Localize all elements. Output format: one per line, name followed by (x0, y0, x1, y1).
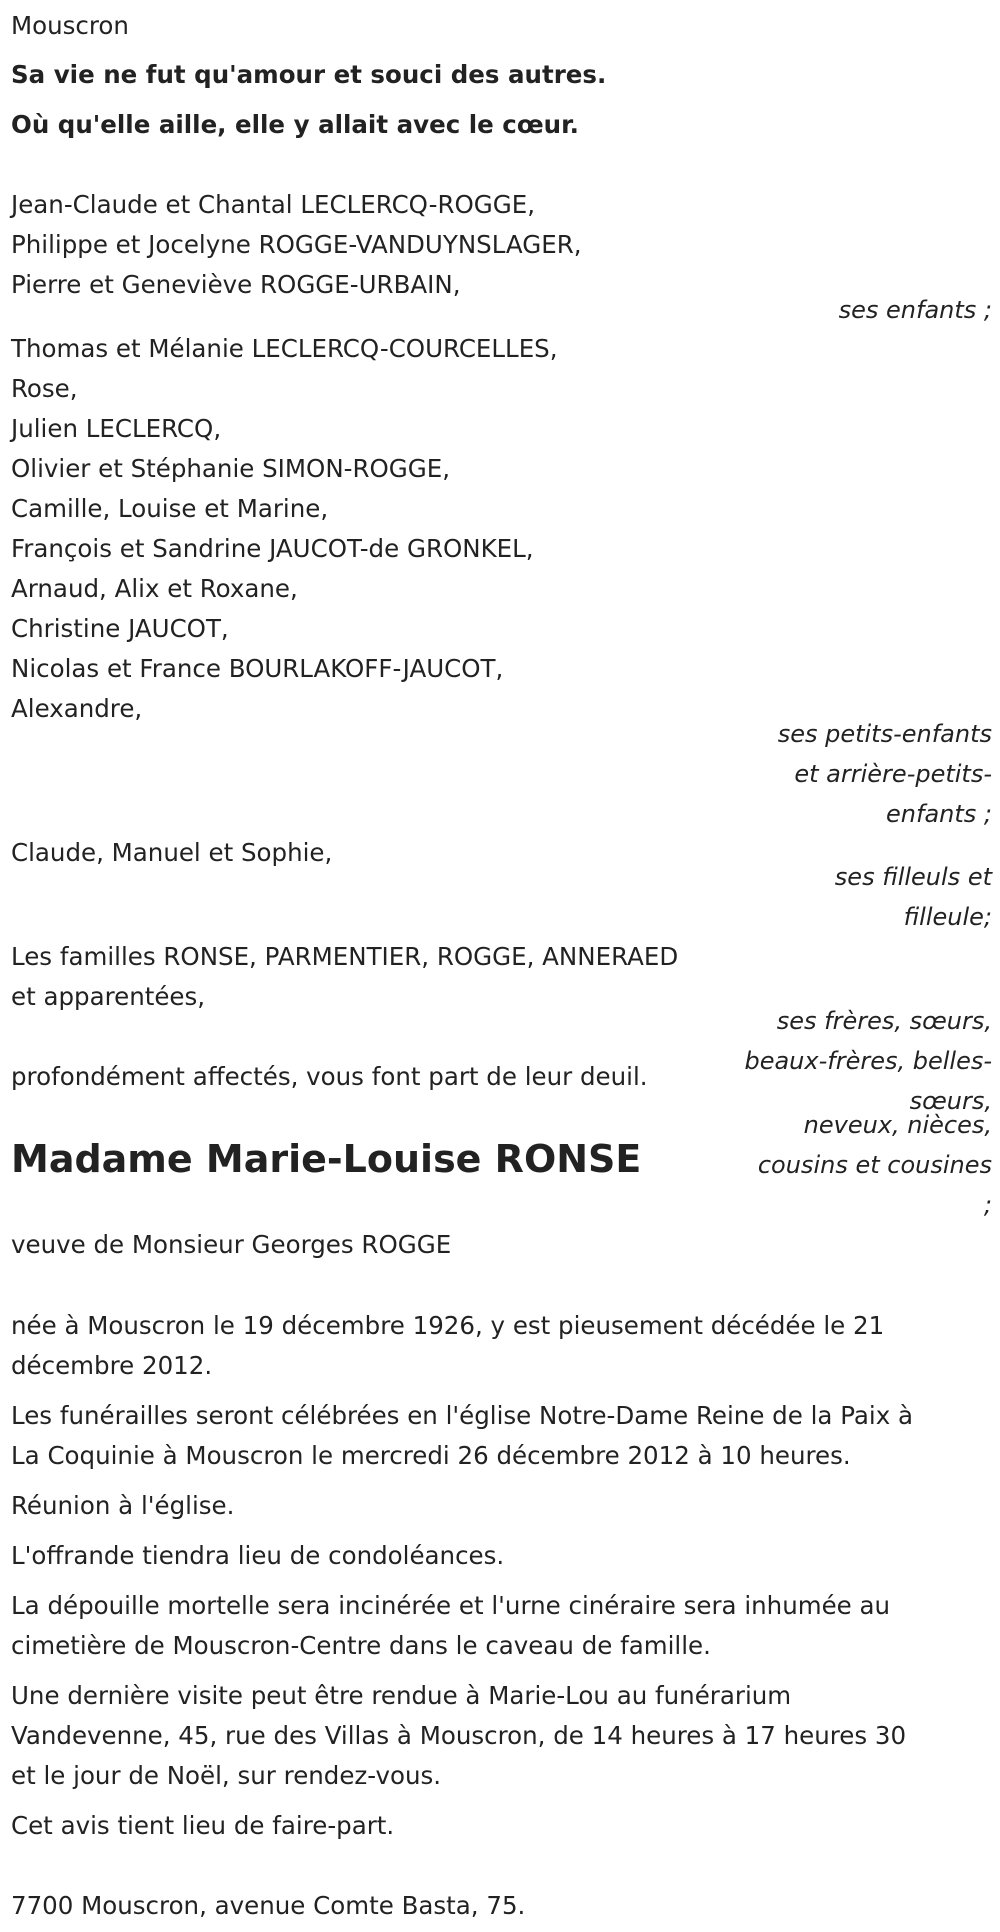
announcement-line: profondément affectés, vous font part de leur deuil. (11, 1062, 648, 1091)
notice-line: Cet avis tient lieu de faire-part. (11, 1811, 395, 1840)
grandchild-name: Camille, Louise et Marine, (11, 494, 329, 523)
role-cousins-line: cousins et cousines (757, 1151, 992, 1179)
grandchild-name: Olivier et Stéphanie SIMON-ROGGE, (11, 454, 451, 483)
grandchild-name: Arnaud, Alix et Roxane, (11, 574, 298, 603)
grandchild-name: Rose, (11, 374, 78, 403)
visit-line: et le jour de Noël, sur rendez-vous. (11, 1761, 442, 1790)
funeral-line: Les funérailles seront célébrées en l'église Notre-Dame Reine de la Paix à (11, 1401, 914, 1430)
offering-line: L'offrande tiendra lieu de condoléances. (11, 1541, 505, 1570)
role-grandchildren-line: enfants ; (886, 800, 992, 828)
burial-line: La dépouille mortelle sera incinérée et l'urne cinéraire sera inhumée au (11, 1591, 891, 1620)
child-name: Philippe et Jocelyne ROGGE-VANDUYNSLAGER, (11, 230, 582, 259)
role-godchildren-line: filleule; (903, 903, 992, 931)
city-heading: Mouscron (11, 11, 129, 40)
grandchild-name: Christine JAUCOT, (11, 614, 229, 643)
burial-line: cimetière de Mouscron-Centre dans le caveau de famille. (11, 1631, 711, 1660)
widow-of-line: veuve de Monsieur Georges ROGGE (11, 1230, 452, 1259)
godchildren-names: Claude, Manuel et Sophie, (11, 838, 333, 867)
funeral-line: La Coquinie à Mouscron le mercredi 26 décembre 2012 à 10 heures. (11, 1441, 851, 1470)
quote-line-2: Où qu'elle aille, elle y allait avec le cœur. (11, 110, 579, 139)
birth-death-line: décembre 2012. (11, 1351, 213, 1380)
child-name: Jean-Claude et Chantal LECLERCQ-ROGGE, (11, 190, 536, 219)
address-line: 7700 Mouscron, avenue Comte Basta, 75. (11, 1891, 526, 1920)
role-siblings-line: sœurs, (909, 1087, 992, 1115)
meeting-line: Réunion à l'église. (11, 1491, 235, 1520)
grandchild-name: Alexandre, (11, 694, 143, 723)
deceased-name: Madame Marie-Louise RONSE (11, 1137, 642, 1181)
role-godchildren-line: ses filleuls et (834, 863, 992, 891)
role-cousins-line: neveux, nièces, (803, 1111, 992, 1139)
role-siblings-line: beaux-frères, belles- (744, 1047, 992, 1075)
visit-line: Vandevenne, 45, rue des Villas à Mouscron, de 14 heures à 17 heures 30 (11, 1721, 907, 1750)
quote-line-1: Sa vie ne fut qu'amour et souci des autres. (11, 60, 607, 89)
role-grandchildren-line: ses petits-enfants (777, 720, 992, 748)
grandchild-name: Nicolas et France BOURLAKOFF-JAUCOT, (11, 654, 504, 683)
birth-death-line: née à Mouscron le 19 décembre 1926, y est pieusement décédée le 21 (11, 1311, 885, 1340)
grandchild-name: Julien LECLERCQ, (11, 414, 222, 443)
role-cousins-line: ; (983, 1191, 992, 1219)
families-line: Les familles RONSE, PARMENTIER, ROGGE, ANNERAED (11, 942, 679, 971)
role-grandchildren-line: et arrière-petits- (794, 760, 992, 788)
visit-line: Une dernière visite peut être rendue à Marie-Lou au funérarium (11, 1681, 792, 1710)
role-siblings-line: ses frères, sœurs, (776, 1007, 992, 1035)
grandchild-name: François et Sandrine JAUCOT-de GRONKEL, (11, 534, 534, 563)
families-line: et apparentées, (11, 982, 206, 1011)
child-name: Pierre et Geneviève ROGGE-URBAIN, (11, 270, 461, 299)
role-children: ses enfants ; (838, 296, 992, 324)
grandchild-name: Thomas et Mélanie LECLERCQ-COURCELLES, (11, 334, 558, 363)
